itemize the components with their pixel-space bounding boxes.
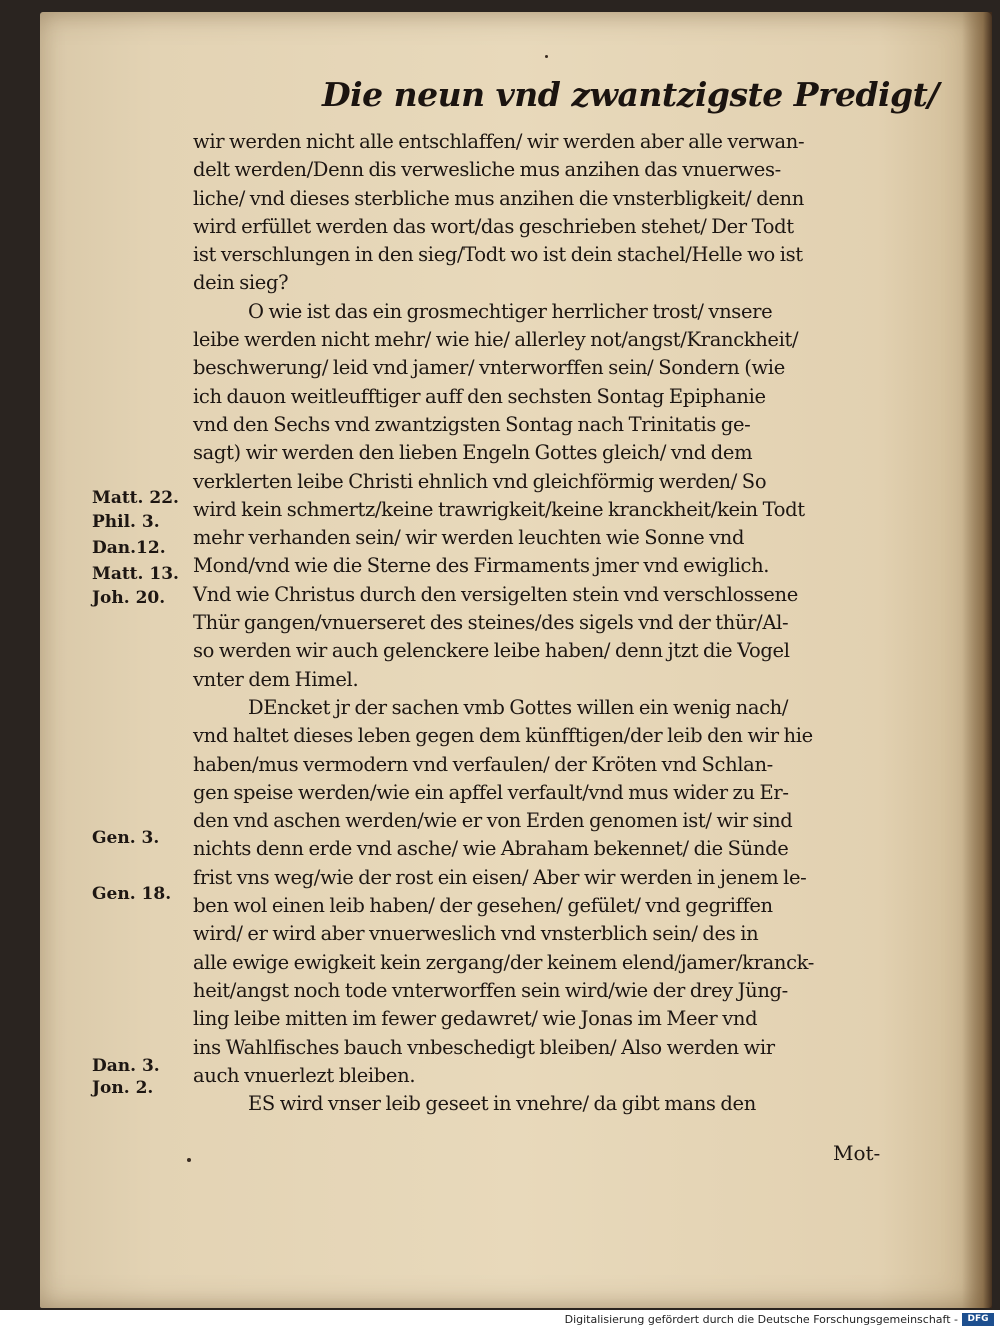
text-line: nichts denn erde vnd asche/ wie Abraham bekennet/ die Sünde <box>193 837 789 861</box>
text-line: den vnd aschen werden/wie er von Erden genomen ist/ wir sind <box>193 809 793 833</box>
margin-note: Matt. 13. <box>92 564 179 584</box>
dfg-logo-icon: DFG <box>962 1313 994 1326</box>
text-line: alle ewige ewigkeit kein zergang/der keinem elend/jamer/kranck- <box>193 950 815 974</box>
text-line: Mond/vnd wie die Sterne des Firmaments jmer vnd ewiglich. <box>193 554 770 578</box>
text-line: ling leibe mitten im fewer gedawret/ wie Jonas im Meer vnd <box>193 1007 758 1031</box>
page-gutter-shadow <box>962 12 992 1308</box>
text-line: heit/angst noch tode vnterworffen sein wird/wie der drey Jüng- <box>193 978 788 1002</box>
text-line: mehr verhanden sein/ wir werden leuchten wie Sonne vnd <box>193 526 745 550</box>
text-line: ben wol einen leib haben/ der gesehen/ gefület/ vnd gegriffen <box>193 894 773 918</box>
margin-note: Phil. 3. <box>92 512 160 532</box>
margin-note: Gen. 3. <box>92 828 160 848</box>
dfg-credit: Digitalisierung gefördert durch die Deutsche Forschungsgemeinschaft - <box>564 1313 958 1326</box>
text-line: vnd den Sechs vnd zwantzigsten Sontag nach Trinitatis ge- <box>193 412 751 436</box>
text-line: so werden wir auch gelenckere leibe haben/ denn jtzt die Vogel <box>193 639 790 663</box>
text-line: haben/mus vermodern vnd verfaulen/ der Kröten vnd Schlan- <box>193 752 773 776</box>
margin-note: Matt. 22. <box>92 488 179 508</box>
text-line: Vnd wie Christus durch den versigelten stein vnd verschlossene <box>193 582 798 606</box>
page-heading: Die neun vnd zwantzigste Predigt/ <box>322 75 939 114</box>
ink-speck <box>187 1158 191 1162</box>
ink-speck <box>545 55 548 58</box>
margin-note: Jon. 2. <box>92 1078 154 1098</box>
margin-note: Joh. 20. <box>92 588 166 608</box>
body-text <box>193 128 913 1118</box>
text-line: vnd haltet dieses leben gegen dem künfftigen/der leib den wir hie <box>193 724 813 748</box>
text-line: auch vnuerlezt bleiben. <box>193 1063 416 1087</box>
text-line: frist vns weg/wie der rost ein eisen/ Aber wir werden in jenem le- <box>193 865 807 889</box>
text-line: Thür gangen/vnuerseret des steines/des sigels vnd der thür/Al- <box>193 611 789 635</box>
text-line: beschwerung/ leid vnd jamer/ vnterworffen sein/ Sondern (wie <box>193 356 785 380</box>
text-line: verklerten leibe Christi ehnlich vnd gleichförmig werden/ So <box>193 469 767 493</box>
text-line: wir werden nicht alle entschlaffen/ wir werden aber alle verwan- <box>193 130 805 153</box>
text-line: sagt) wir werden den lieben Engeln Gottes gleich/ vnd dem <box>193 441 753 465</box>
text-line: wird erfüllet werden das wort/das geschrieben stehet/ Der Todt <box>193 214 794 238</box>
text-line: wird/ er wird aber vnuerweslich vnd vnsterblich sein/ des in <box>193 922 759 946</box>
text-line: dein sieg? <box>193 271 289 295</box>
text-line: ich dauon weitleufftiger auff den sechsten Sontag Epiphanie <box>193 384 766 408</box>
paragraph-start-line: ES wird vnser leib geseet in vnehre/ da gibt mans den <box>248 1092 756 1116</box>
text-line: wird kein schmertz/keine trawrigkeit/keine kranckheit/kein Todt <box>193 497 805 521</box>
paragraph-start-line: DEncket jr der sachen vmb Gottes willen ein wenig nach/ <box>248 695 789 719</box>
margin-note: Gen. 18. <box>92 884 172 904</box>
text-line: ins Wahlfisches bauch vnbeschedigt bleiben/ Also werden wir <box>193 1035 775 1059</box>
margin-note: Dan.12. <box>92 538 166 558</box>
catchword: Mot- <box>833 1141 881 1165</box>
digitization-footer <box>0 1310 1000 1330</box>
text-line: ist verschlungen in den sieg/Todt wo ist dein stachel/Helle wo ist <box>193 243 803 267</box>
paragraph-start-line: O wie ist das ein grosmechtiger herrlicher trost/ vnsere <box>248 299 773 323</box>
text-line: gen speise werden/wie ein apffel verfault/vnd mus wider zu Er- <box>193 780 789 804</box>
text-line: vnter dem Himel. <box>193 667 359 691</box>
text-line: leibe werden nicht mehr/ wie hie/ allerley not/angst/Kranckheit/ <box>193 328 799 352</box>
text-line: liche/ vnd dieses sterbliche mus anzihen die vnsterbligkeit/ denn <box>193 186 804 210</box>
margin-note: Dan. 3. <box>92 1056 160 1076</box>
text-line: delt werden/Denn dis verwesliche mus anzihen das vnuerwes- <box>193 158 781 182</box>
